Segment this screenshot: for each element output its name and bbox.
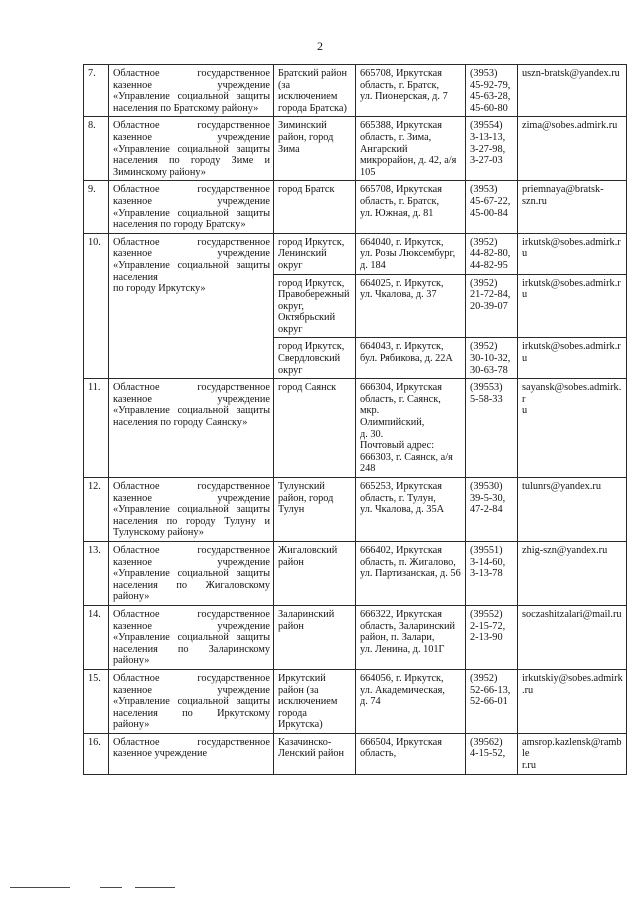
service-area-line: Зиминский <box>278 120 327 132</box>
organization-name <box>109 117 274 181</box>
phone-numbers <box>466 733 518 774</box>
organization-name-line: Тулунскому району» <box>113 527 204 539</box>
service-area <box>274 605 356 669</box>
organization-name <box>109 541 274 605</box>
email-address-line: soczashitzalari@mail.ru <box>522 608 622 620</box>
postal-address <box>356 117 466 181</box>
service-area-line: Жигаловский <box>278 544 338 556</box>
phone-numbers-line: (3952) <box>470 236 498 248</box>
email-address <box>518 65 627 117</box>
organization-name-line: Областное государственное <box>113 382 270 394</box>
postal-address-line: микрорайон, д. 42, а/я <box>360 155 457 167</box>
email-address <box>518 117 627 181</box>
postal-address-line: д. 184 <box>360 259 386 271</box>
organization-name <box>109 65 274 117</box>
postal-address-line: 665388, Иркутская <box>360 120 442 132</box>
table-body <box>84 65 627 775</box>
phone-numbers-line: 44-82-80, <box>470 248 511 260</box>
organization-name-line: казенное учреждение <box>113 195 270 207</box>
organization-name <box>109 605 274 669</box>
phone-numbers-line: (3953) <box>470 184 498 196</box>
organization-name-line: казенное учреждение <box>113 684 270 696</box>
table-row <box>84 65 627 117</box>
phone-numbers-line: (3952) <box>470 672 498 684</box>
phone-numbers-line: 2-13-90 <box>470 632 503 644</box>
service-area-line: округ <box>278 364 303 376</box>
organization-name-line: «Управление социальной защиты <box>113 91 270 103</box>
postal-address <box>356 181 466 233</box>
phone-numbers <box>466 233 518 274</box>
organization-name-line: «Управление социальной защиты <box>113 632 270 644</box>
postal-address-line: ул. Чкалова, д. 37 <box>360 289 437 301</box>
email-address-line: priemnaya@bratsk- <box>522 184 604 196</box>
organization-name-line: населения по городу Зиме и <box>113 155 270 167</box>
organization-name <box>109 669 274 733</box>
phone-numbers <box>466 669 518 733</box>
phone-numbers <box>466 274 518 338</box>
phone-numbers-line: 3-13-13, <box>470 131 506 143</box>
email-address-line: irkutsk@sobes.admirk.ru <box>522 277 621 301</box>
organization-name-line: «Управление социальной защиты <box>113 207 270 219</box>
email-address <box>518 605 627 669</box>
postal-address-line: область, г. Саянск, мкр. <box>360 393 444 417</box>
postal-address <box>356 338 466 379</box>
email-address <box>518 379 627 478</box>
email-address-line: r.ru <box>522 760 537 772</box>
service-area-line: Казачинско- <box>278 736 332 748</box>
postal-address-line: д. 30. <box>360 428 384 440</box>
service-area-line: исключением <box>278 696 338 708</box>
organization-name-line: казенное учреждение <box>113 131 270 143</box>
postal-address-line: ул. Академическая, <box>360 684 445 696</box>
postal-address-line: область, г. Зима, <box>360 131 432 143</box>
organization-name-line: Областное государственное <box>113 184 270 196</box>
organization-name-line: населения по городу Саянску» <box>113 417 248 429</box>
postal-address <box>356 379 466 478</box>
footer-rule-mid <box>100 887 122 888</box>
organization-name-line: по городу Иркутску» <box>113 283 206 295</box>
service-area-line: Ленинский <box>278 248 327 260</box>
postal-address-line: 664025, г. Иркутск, <box>360 277 444 289</box>
service-area-line: Тулун <box>278 504 305 516</box>
email-address <box>518 338 627 379</box>
phone-numbers <box>466 379 518 478</box>
phone-numbers-line: 52-66-13, <box>470 684 511 696</box>
organization-name-line: населения по городу Тулуну и <box>113 515 270 527</box>
phone-numbers-line: 5-58-33 <box>470 393 503 405</box>
postal-address-line: область, г. Братск, <box>360 79 440 91</box>
organization-name-line: «Управление социальной защиты <box>113 143 270 155</box>
email-address-line: irkutskiy@sobes.admirk <box>522 672 623 684</box>
email-address <box>518 669 627 733</box>
organization-name-line: Областное государственное <box>113 68 270 79</box>
postal-address-line: ул. Пионерская, д. 7 <box>360 91 448 103</box>
table-row <box>84 733 627 774</box>
organization-name <box>109 181 274 233</box>
organization-name-line: казенное учреждение <box>113 79 270 91</box>
row-number: 12. <box>84 478 109 542</box>
organization-name-line: Областное государственное <box>113 481 270 492</box>
organization-name-line: району» <box>113 591 150 603</box>
phone-numbers-line: (39553) <box>470 382 503 394</box>
phone-numbers <box>466 478 518 542</box>
organization-name-line: населения по Братскому району» <box>113 102 259 114</box>
email-address <box>518 233 627 274</box>
phone-numbers-line: 45-60-80 <box>470 102 508 114</box>
phone-numbers-line: 3-27-03 <box>470 155 503 167</box>
table-row <box>84 379 627 478</box>
service-area-line: округ <box>278 259 303 271</box>
phone-numbers-line: 45-00-84 <box>470 207 508 219</box>
postal-address-line: ул. Партизанская, д. 56 <box>360 568 461 580</box>
service-area-line: район <box>278 556 304 568</box>
organization-name-line: казенное учреждение <box>113 492 270 504</box>
phone-numbers-line: 4-15-52, <box>470 748 506 760</box>
row-number: 14. <box>84 605 109 669</box>
service-area-line: города Братска) <box>278 102 347 114</box>
organization-name-line: казенное учреждение <box>113 248 270 260</box>
postal-address-line: Олимпийский, <box>360 417 425 429</box>
service-area-line: район, город <box>278 131 334 143</box>
phone-numbers-line: 45-92-79, <box>470 79 511 91</box>
phone-numbers <box>466 605 518 669</box>
phone-numbers-line: (3952) <box>470 341 498 353</box>
service-area-line: город Иркутск, <box>278 277 345 289</box>
email-address-line: tulunrs@yandex.ru <box>522 481 601 492</box>
table-row <box>84 181 627 233</box>
service-area-line: район <box>278 620 304 632</box>
phone-numbers-line: 47-2-84 <box>470 504 503 516</box>
service-area <box>274 233 356 274</box>
organization-name-line: казенное учреждение <box>113 393 270 405</box>
service-area-line: район, город <box>278 492 334 504</box>
postal-address <box>356 274 466 338</box>
table-row <box>84 605 627 669</box>
phone-numbers <box>466 541 518 605</box>
service-area-line: Ленский район <box>278 748 345 760</box>
organization-name-line: Областное государственное <box>113 736 270 748</box>
postal-address-line: Ангарский <box>360 143 408 155</box>
organization-name-line: населения по Заларинскому <box>113 643 270 655</box>
service-area <box>274 541 356 605</box>
postal-address-line: 666322, Иркутская <box>360 608 442 620</box>
organization-name <box>109 733 274 774</box>
service-area-line: город Иркутск, <box>278 236 345 248</box>
service-area-line: округ, <box>278 300 304 312</box>
service-area-line: округ <box>278 323 303 335</box>
organization-name <box>109 233 274 379</box>
table-row <box>84 233 627 274</box>
table-row <box>84 117 627 181</box>
service-area <box>274 338 356 379</box>
row-number: 7. <box>84 65 109 117</box>
table-row <box>84 478 627 542</box>
phone-numbers-line: (39552) <box>470 608 503 620</box>
service-area-line: город Братск <box>278 184 335 196</box>
phone-numbers-line: 39-5-30, <box>470 492 506 504</box>
postal-address-line: область, п. Жигалово, <box>360 556 456 568</box>
postal-address <box>356 478 466 542</box>
service-area <box>274 181 356 233</box>
organization-name-line: казенное учреждение <box>113 556 270 568</box>
email-address <box>518 733 627 774</box>
postal-address-line: 665708, Иркутская <box>360 184 442 196</box>
organization-name <box>109 379 274 478</box>
postal-address-line: 248 <box>360 463 376 475</box>
organization-name-line: населения по Иркутскому <box>113 707 270 719</box>
organization-name-line: «Управление социальной защиты <box>113 259 270 271</box>
organization-name-line: «Управление социальной защиты <box>113 405 270 417</box>
service-area <box>274 669 356 733</box>
postal-address <box>356 669 466 733</box>
postal-address-line: бул. Рябикова, д. 22А <box>360 353 453 365</box>
email-address <box>518 274 627 338</box>
postal-address <box>356 65 466 117</box>
phone-numbers <box>466 65 518 117</box>
organization-name-line: казенное учреждение <box>113 620 270 632</box>
service-area-line: Заларинский <box>278 608 335 620</box>
postal-address-line: 664043, г. Иркутск, <box>360 341 444 353</box>
postal-address-line: 666303, г. Саянск, а/я <box>360 451 453 463</box>
service-area-line: город Саянск <box>278 382 337 394</box>
service-area-line: Братский район <box>278 68 348 79</box>
phone-numbers-line: (39562) <box>470 736 503 748</box>
email-address-line: .ru <box>522 684 534 696</box>
organization-name-line: населения по Жигаловскому <box>113 579 270 591</box>
phone-numbers-line: 30-63-78 <box>470 364 508 376</box>
postal-address-line: область, г. Братск, <box>360 195 440 207</box>
phone-numbers-line: (39530) <box>470 481 503 492</box>
postal-address-line: Почтовый адрес: <box>360 440 435 452</box>
footer-rule-right <box>135 887 175 888</box>
postal-address-line: 105 <box>360 166 376 178</box>
postal-address <box>356 733 466 774</box>
email-address-line: zhig-szn@yandex.ru <box>522 544 608 556</box>
postal-address-line: 664040, г. Иркутск, <box>360 236 444 248</box>
postal-address <box>356 541 466 605</box>
table-row <box>84 669 627 733</box>
postal-address-line: 666304, Иркутская <box>360 382 442 394</box>
organization-name-line: району» <box>113 655 150 667</box>
postal-address-line: ул. Южная, д. 81 <box>360 207 434 219</box>
organizations-table <box>83 64 627 775</box>
service-area-line: Свердловский <box>278 353 341 365</box>
phone-numbers-line: (3952) <box>470 277 498 289</box>
service-area-line: Иркутский <box>278 672 326 684</box>
postal-address-line: область, <box>360 748 397 760</box>
organization-name-line: населения по городу Братску» <box>113 219 246 231</box>
row-number: 10. <box>84 233 109 379</box>
postal-address-line: 666402, Иркутская <box>360 544 442 556</box>
phone-numbers-line: 45-63-28, <box>470 91 511 103</box>
postal-address-line: 666504, Иркутская <box>360 736 442 748</box>
phone-numbers-line: (3953) <box>470 68 498 79</box>
phone-numbers-line: 3-13-78 <box>470 568 503 580</box>
postal-address-line: 665253, Иркутская <box>360 481 442 492</box>
phone-numbers-line: 44-82-95 <box>470 259 508 271</box>
phone-numbers-line: 52-66-01 <box>470 696 508 708</box>
service-area <box>274 117 356 181</box>
organization-name-line: Зиминскому району» <box>113 166 206 178</box>
phone-numbers <box>466 338 518 379</box>
organization-name-line: Областное государственное <box>113 120 270 132</box>
organization-name-line: Областное государственное <box>113 236 270 248</box>
service-area <box>274 65 356 117</box>
email-address <box>518 541 627 605</box>
organization-name-line: населения <box>113 271 158 283</box>
organization-name-line: «Управление социальной защиты <box>113 568 270 580</box>
organization-name-line: «Управление социальной защиты <box>113 504 270 516</box>
email-address <box>518 181 627 233</box>
postal-address <box>356 605 466 669</box>
email-address-line: irkutsk@sobes.admirk.ru <box>522 341 621 365</box>
postal-address-line: ул. Чкалова, д. 35А <box>360 504 445 516</box>
page-number: 2 <box>317 39 323 53</box>
postal-address-line: область, г. Тулун, <box>360 492 436 504</box>
organization-name <box>109 478 274 542</box>
service-area-line: города <box>278 707 307 719</box>
row-number: 8. <box>84 117 109 181</box>
phone-numbers-line: 45-67-22, <box>470 195 511 207</box>
phone-numbers-line: 30-10-32, <box>470 353 511 365</box>
phone-numbers-line: 3-27-98, <box>470 143 506 155</box>
email-address-line: zima@sobes.admirk.ru <box>522 120 618 132</box>
row-number: 13. <box>84 541 109 605</box>
service-area-line: Октябрьский <box>278 312 336 324</box>
email-address-line: amsrop.kazlensk@ramble <box>522 736 622 760</box>
postal-address-line: район, п. Залари, <box>360 632 435 644</box>
phone-numbers-line: 20-39-07 <box>470 300 508 312</box>
postal-address-line: ул. Ленина, д. 101Г <box>360 643 445 655</box>
email-address-line: u <box>522 405 528 417</box>
row-number: 16. <box>84 733 109 774</box>
postal-address-line: область, Заларинский <box>360 620 456 632</box>
email-address-line: sayansk@sobes.admirk.r <box>522 382 622 405</box>
email-address-line: irkutsk@sobes.admirk.ru <box>522 236 621 260</box>
table-row <box>84 541 627 605</box>
phone-numbers-line: 21-72-84, <box>470 289 511 301</box>
postal-address-line: ул. Розы Люксембург, <box>360 248 456 260</box>
row-number: 11. <box>84 379 109 478</box>
service-area <box>274 379 356 478</box>
phone-numbers-line: 2-15-72, <box>470 620 506 632</box>
email-address <box>518 478 627 542</box>
phone-numbers <box>466 181 518 233</box>
phone-numbers <box>466 117 518 181</box>
organization-name-line: казенное учреждение <box>113 748 208 760</box>
phone-numbers-line: (39551) <box>470 544 503 556</box>
postal-address-line: 664056, г. Иркутск, <box>360 672 444 684</box>
postal-address-line: 665708, Иркутская <box>360 68 442 79</box>
service-area <box>274 478 356 542</box>
organization-name-line: «Управление социальной защиты <box>113 696 270 708</box>
organization-name-line: Областное государственное <box>113 608 270 620</box>
email-address-line: szn.ru <box>522 195 547 207</box>
service-area <box>274 274 356 338</box>
organization-name-line: Областное государственное <box>113 672 270 684</box>
service-area-line: город Иркутск, <box>278 341 345 353</box>
row-number: 15. <box>84 669 109 733</box>
postal-address <box>356 233 466 274</box>
service-area-line: Иркутска) <box>278 719 323 731</box>
service-area-line: Зима <box>278 143 300 155</box>
organization-name-line: району» <box>113 719 150 731</box>
row-number: 9. <box>84 181 109 233</box>
service-area-line: Правобережный <box>278 289 350 301</box>
email-address-line: uszn-bratsk@yandex.ru <box>522 68 620 79</box>
service-area-line: Тулунский <box>278 481 325 492</box>
phone-numbers-line: 3-14-60, <box>470 556 506 568</box>
organization-name-line: Областное государственное <box>113 544 270 556</box>
postal-address-line: д. 74 <box>360 696 381 708</box>
service-area-line: (за исключением <box>278 79 338 103</box>
footer-rule-left <box>10 887 70 888</box>
service-area <box>274 733 356 774</box>
phone-numbers-line: (39554) <box>470 120 503 132</box>
service-area-line: район (за <box>278 684 319 696</box>
